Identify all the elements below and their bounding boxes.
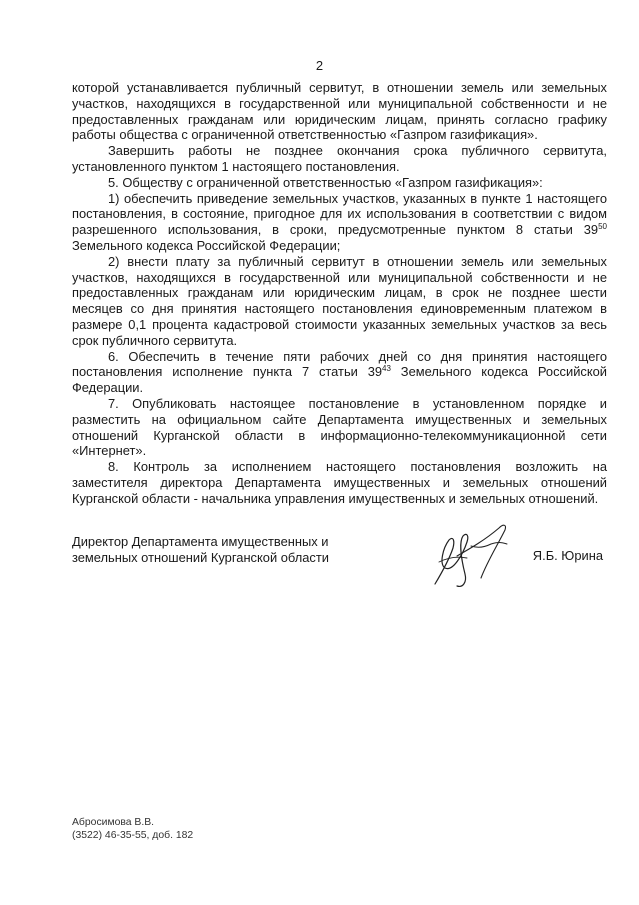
- paragraph-item-6: [72, 349, 607, 396]
- signatory-title-line-2: земельных отношений Курганской области: [72, 550, 329, 565]
- paragraph-item-6-tail: Земельного кодекса Российской Федерации.: [72, 364, 607, 396]
- paragraph-completion-deadline: Завершить работы не позднее окончания срока публичного сервитута, установленного пунктом 1 настоящего постановления.: [72, 143, 607, 174]
- handwritten-signature: [427, 518, 517, 592]
- paragraph-item-5: 5. Обществу с ограниченной ответственностью «Газпром газификация»:: [108, 174, 543, 190]
- paragraph-item-5-2: 2) внести плату за публичный сервитут в отношении земель или земельных участков, находящихся в государственной или муниципальной собственности и не предоставленных гражданам или юридическим лицам, в срок не позднее шести месяцев со дня принятия настоящего постановления единовременным платежом в размере 0,1 процента кадастровой стоимости указанных земельных участков за весь срок публичного сервитута.: [72, 253, 607, 348]
- paragraph-continuation: которой устанавливается публичный сервитут, в отношении земель или земельных участков, находящихся в государственной или муниципальной собственности и не предоставленных гражданам или юридическим лицам, принять согласно графику работы общества с ограниченной ответственностью «Газпром газификация».: [72, 80, 607, 143]
- executor-name: Абросимова В.В.: [72, 817, 155, 828]
- paragraph-item-6-text: 6. Обеспечить в течение пяти рабочих дней со дня принятия настоящего постановления исполнение пункта 7 статьи 39: [72, 348, 607, 380]
- paragraph-item-5-1: [72, 191, 607, 254]
- paragraph-item-5-1-tail: Земельного кодекса Российской Федерации;: [72, 237, 341, 253]
- signatory-title: [72, 534, 607, 566]
- document-body: [72, 80, 607, 507]
- article-superscript-43: 43: [382, 364, 391, 374]
- paragraph-item-8: 8. Контроль за исполнением настоящего постановления возложить на заместителя директора Департамента имущественных и земельных отношений Курганской области - начальника управления имущественных и земельных отношений.: [72, 459, 607, 506]
- signatory-title-line-1: Директор Департамента имущественных и: [72, 534, 329, 549]
- page-number: 2: [315, 58, 324, 73]
- executor-phone: (3522) 46-35-55, доб. 182: [72, 830, 194, 841]
- signatory-name: Я.Б. Юрина: [532, 548, 603, 563]
- signature-block: [72, 534, 607, 566]
- executor-footer: [72, 816, 193, 842]
- article-superscript-50: 50: [598, 222, 607, 232]
- paragraph-item-7: 7. Опубликовать настоящее постановление в установленном порядке и разместить на официальном сайте Департамента имущественных и земельных отношений Курганской области в информационно-телекоммуникационной сети «Интернет».: [72, 395, 607, 459]
- paragraph-item-5-1-text: 1) обеспечить приведение земельных участков, указанных в пункте 1 настоящего постановления, в состояние, пригодное для их использования в соответствии с видом разрешенного использования, в сроки, предусмотренные пунктом 8 статьи 39: [72, 190, 607, 238]
